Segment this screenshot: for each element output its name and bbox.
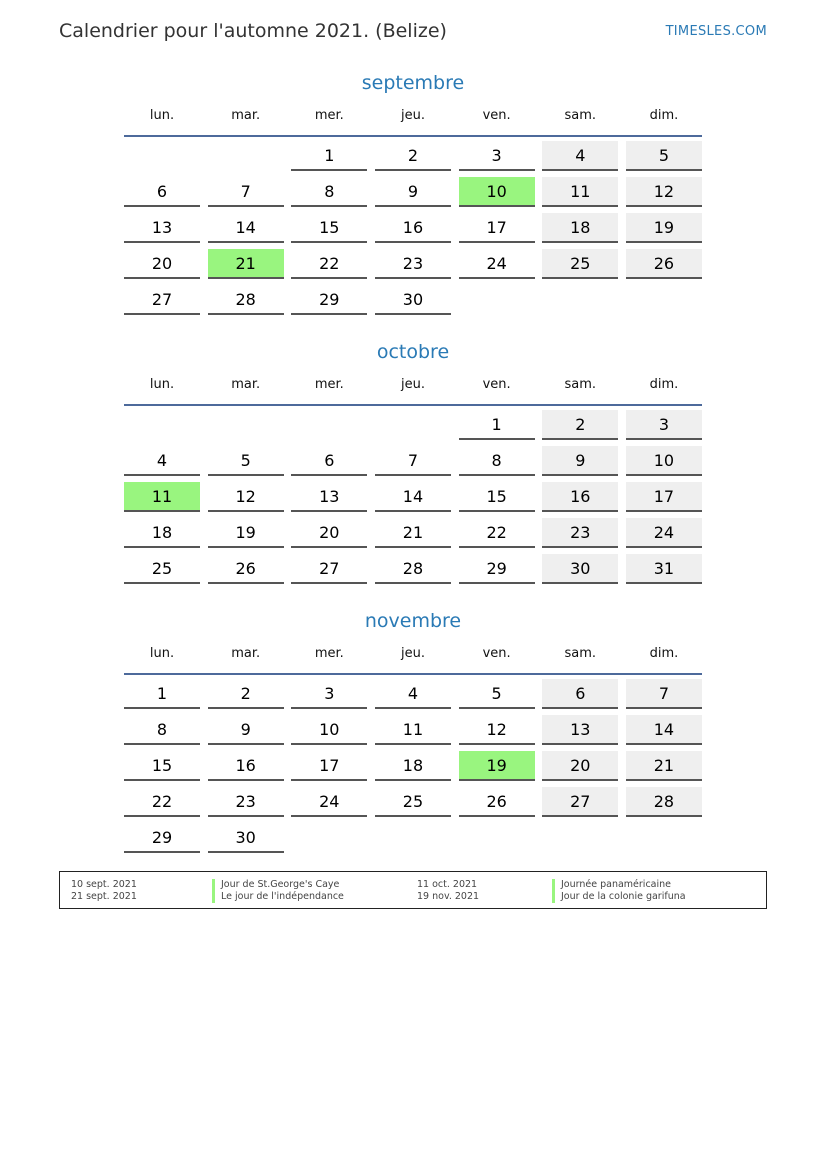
month-name: octobre <box>376 341 450 363</box>
day-cell: 30 <box>208 823 284 853</box>
weekend-day-cell: 31 <box>626 554 702 584</box>
day-cell: 3 <box>459 141 535 171</box>
weekday-header <box>124 370 702 398</box>
weekday-label: sam. <box>564 376 597 392</box>
header-divider <box>124 404 702 406</box>
legend-date: 21 sept. 2021 <box>71 891 137 902</box>
weekday-label: mar. <box>231 107 261 123</box>
day-cell: 29 <box>124 823 200 853</box>
brand-link[interactable]: TIMESLES.COM <box>665 24 767 39</box>
weekday-label: jeu. <box>400 645 425 661</box>
weekday-label: mer. <box>314 376 344 392</box>
weekend-day-cell: 20 <box>542 751 618 781</box>
holiday-legend <box>59 871 767 909</box>
legend-holiday-name: Journée panaméricaine <box>552 879 671 891</box>
holiday-day-cell: 19 <box>459 751 535 781</box>
page-title: Calendrier pour l'automne 2021. (Belize) <box>59 20 447 42</box>
day-cell: 1 <box>291 141 367 171</box>
weekend-day-cell: 16 <box>542 482 618 512</box>
day-cell: 25 <box>124 554 200 584</box>
weekend-day-cell: 23 <box>542 518 618 548</box>
weekend-day-cell: 30 <box>542 554 618 584</box>
day-cell: 17 <box>291 751 367 781</box>
empty-cell <box>626 285 702 315</box>
weekday-label: jeu. <box>400 107 425 123</box>
day-cell: 25 <box>375 787 451 817</box>
day-cell: 24 <box>459 249 535 279</box>
day-cell: 24 <box>291 787 367 817</box>
weekday-label: lun. <box>149 645 175 661</box>
legend-date: 10 sept. 2021 <box>71 879 137 890</box>
weekend-day-cell: 12 <box>626 177 702 207</box>
day-cell: 22 <box>291 249 367 279</box>
weekend-day-cell: 27 <box>542 787 618 817</box>
empty-cell <box>208 141 284 171</box>
header-divider <box>124 673 702 675</box>
weekend-day-cell: 13 <box>542 715 618 745</box>
weekday-label: dim. <box>649 645 679 661</box>
day-cell: 2 <box>375 141 451 171</box>
day-cell: 23 <box>208 787 284 817</box>
holiday-day-cell: 11 <box>124 482 200 512</box>
weekend-day-cell: 28 <box>626 787 702 817</box>
weekday-header <box>124 639 702 667</box>
weekend-day-cell: 7 <box>626 679 702 709</box>
legend-date: 19 nov. 2021 <box>417 891 480 902</box>
day-cell: 1 <box>124 679 200 709</box>
weekend-day-cell: 14 <box>626 715 702 745</box>
weekend-day-cell: 2 <box>542 410 618 440</box>
day-cell: 5 <box>459 679 535 709</box>
weekend-day-cell: 24 <box>626 518 702 548</box>
weekday-label: lun. <box>149 107 175 123</box>
day-cell: 19 <box>208 518 284 548</box>
weekday-label: dim. <box>649 376 679 392</box>
month-november <box>124 607 702 853</box>
day-cell: 30 <box>375 285 451 315</box>
weekend-day-cell: 21 <box>626 751 702 781</box>
weekend-day-cell: 9 <box>542 446 618 476</box>
weekend-day-cell: 25 <box>542 249 618 279</box>
day-cell: 11 <box>375 715 451 745</box>
month-name: septembre <box>361 72 465 94</box>
day-cell: 28 <box>375 554 451 584</box>
day-cell: 14 <box>375 482 451 512</box>
weekend-day-cell: 3 <box>626 410 702 440</box>
day-cell: 18 <box>124 518 200 548</box>
weekday-label: sam. <box>564 107 597 123</box>
day-cell: 17 <box>459 213 535 243</box>
empty-cell <box>291 410 367 440</box>
day-cell: 21 <box>375 518 451 548</box>
weekday-label: mar. <box>231 376 261 392</box>
day-cell: 3 <box>291 679 367 709</box>
day-cell: 7 <box>208 177 284 207</box>
day-cell: 14 <box>208 213 284 243</box>
weekday-label: mer. <box>314 107 344 123</box>
weekday-label: jeu. <box>400 376 425 392</box>
holiday-day-cell: 10 <box>459 177 535 207</box>
day-cell: 8 <box>124 715 200 745</box>
weekday-label: dim. <box>649 107 679 123</box>
day-cell: 20 <box>291 518 367 548</box>
day-cell: 28 <box>208 285 284 315</box>
day-cell: 22 <box>459 518 535 548</box>
empty-cell <box>124 141 200 171</box>
day-cell: 15 <box>459 482 535 512</box>
weekend-day-cell: 17 <box>626 482 702 512</box>
day-cell: 18 <box>375 751 451 781</box>
day-cell: 6 <box>291 446 367 476</box>
empty-cell <box>542 823 618 853</box>
day-cell: 29 <box>291 285 367 315</box>
day-cell: 15 <box>124 751 200 781</box>
weekend-day-cell: 11 <box>542 177 618 207</box>
day-cell: 13 <box>291 482 367 512</box>
day-cell: 5 <box>208 446 284 476</box>
day-grid <box>124 141 702 315</box>
weekend-day-cell: 6 <box>542 679 618 709</box>
day-cell: 10 <box>291 715 367 745</box>
empty-cell <box>626 823 702 853</box>
day-cell: 13 <box>124 213 200 243</box>
empty-cell <box>459 823 535 853</box>
day-grid <box>124 679 702 853</box>
weekday-label: mer. <box>314 645 344 661</box>
empty-cell <box>208 410 284 440</box>
empty-cell <box>542 285 618 315</box>
day-cell: 8 <box>291 177 367 207</box>
day-cell: 26 <box>459 787 535 817</box>
legend-holiday-name: Le jour de l'indépendance <box>212 891 344 903</box>
weekday-label: ven. <box>482 107 511 123</box>
weekend-day-cell: 5 <box>626 141 702 171</box>
weekend-day-cell: 19 <box>626 213 702 243</box>
day-cell: 29 <box>459 554 535 584</box>
day-cell: 12 <box>459 715 535 745</box>
holiday-day-cell: 21 <box>208 249 284 279</box>
weekday-label: ven. <box>482 376 511 392</box>
day-cell: 16 <box>375 213 451 243</box>
day-cell: 6 <box>124 177 200 207</box>
day-cell: 22 <box>124 787 200 817</box>
day-cell: 9 <box>208 715 284 745</box>
day-cell: 12 <box>208 482 284 512</box>
day-cell: 27 <box>291 554 367 584</box>
header-divider <box>124 135 702 137</box>
day-cell: 2 <box>208 679 284 709</box>
empty-cell <box>291 823 367 853</box>
empty-cell <box>124 410 200 440</box>
empty-cell <box>459 285 535 315</box>
weekend-day-cell: 26 <box>626 249 702 279</box>
day-cell: 26 <box>208 554 284 584</box>
legend-date: 11 oct. 2021 <box>417 879 478 890</box>
weekday-label: ven. <box>482 645 511 661</box>
day-cell: 7 <box>375 446 451 476</box>
weekday-label: lun. <box>149 376 175 392</box>
day-cell: 27 <box>124 285 200 315</box>
month-october <box>124 338 702 584</box>
empty-cell <box>375 823 451 853</box>
day-cell: 20 <box>124 249 200 279</box>
day-grid <box>124 410 702 584</box>
empty-cell <box>375 410 451 440</box>
weekend-day-cell: 10 <box>626 446 702 476</box>
weekend-day-cell: 4 <box>542 141 618 171</box>
day-cell: 8 <box>459 446 535 476</box>
weekday-label: mar. <box>231 645 261 661</box>
weekend-day-cell: 18 <box>542 213 618 243</box>
weekday-header <box>124 101 702 129</box>
weekday-label: sam. <box>564 645 597 661</box>
legend-holiday-name: Jour de St.George's Caye <box>212 879 339 891</box>
day-cell: 4 <box>375 679 451 709</box>
day-cell: 9 <box>375 177 451 207</box>
day-cell: 4 <box>124 446 200 476</box>
day-cell: 23 <box>375 249 451 279</box>
month-name: novembre <box>364 610 462 632</box>
day-cell: 1 <box>459 410 535 440</box>
legend-holiday-name: Jour de la colonie garifuna <box>552 891 686 903</box>
day-cell: 15 <box>291 213 367 243</box>
day-cell: 16 <box>208 751 284 781</box>
month-september <box>124 69 702 315</box>
